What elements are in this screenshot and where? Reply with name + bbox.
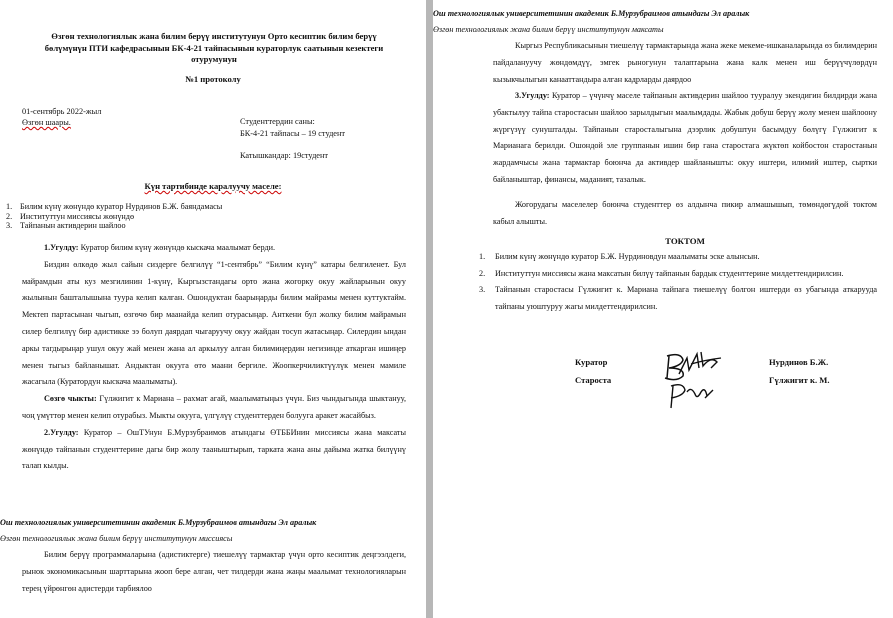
agenda-list — [4, 202, 404, 231]
curator-name: Нурдинов Б.Ж. — [769, 357, 829, 367]
decision-title: ТОКТОМ — [665, 236, 705, 246]
decision-list — [477, 249, 877, 315]
page-gutter — [426, 0, 433, 618]
agreed-paragraph: Жогорудагы маселелер боюнча студенттер өз алдынча пикир алмашышып, төмөндөгүдөй токтом кабыл алышты. — [493, 200, 877, 226]
document-page-right — [433, 0, 893, 618]
agenda-item: 3. Тайпанын активдерин шайлоо — [6, 221, 126, 231]
attended-count: Катышкандар: 19студент — [240, 151, 329, 160]
protocol-number: №1 протоколу — [185, 74, 241, 84]
curator-label: Куратор — [575, 357, 608, 367]
document-page-left — [0, 0, 426, 618]
heard-1: 1.Угулду: Куратор билим күнү жөнүндө кыскача маалымат берди. — [44, 243, 276, 252]
decision-item: 2. Институттун миссиясы жана максатын билүү тайпанын бардык студенттерине милдеттендирилсин. — [479, 268, 844, 278]
decision-item: 3. Тайпанын старостасы Гүлжигит к. Мариана тайпага тиешелүү болгон иштерди өз убагында аткарууда тайпаны уюштуруу жагы милдеттендирилсин. — [479, 285, 877, 311]
protocol-date: 01-сентябрь 2022-жыл — [22, 107, 102, 116]
students-count-value: БК-4-21 тайпасы – 19 студент — [240, 129, 346, 138]
heard-2: 2.Угулду: Куратор – ОшТУнун Б.Мурзубраимов атындагы ӨТББИнин миссиясы жана максаты жөнүндө тайпанын студенттерине дагы бир жолу тааныштырып, тарката жана аны дайыма жатка билүүнү талап кылды. — [22, 427, 406, 471]
agenda-item: 1. Билим күнү жөнүндө куратор Нурдинов Б.Ж. баяндамасы — [6, 202, 223, 211]
body-section — [22, 240, 406, 475]
mission-title: Ош технологиялык университетинин академик Б.Мурзубраимов атындагы Эл аралык Өзгөн технологиялык жана билим берүү институтунун миссиясы — [0, 518, 317, 543]
protocol-header: Өзгөн технологиялык жана билим берүү институтунун Орто кесиптик билим берүү бөлүмүнүн ПТИ кафедрасынын БК-4-21 тайпасынын кураторлук саатынын кезектеги отурумунун — [44, 31, 384, 64]
agenda-item: 2. Институттун миссиясы жөнүндө — [6, 211, 135, 221]
aim-title: Ош технологиялык университетинин академик Б.Мурзубраимов атындагы Эл аралык Өзгөн технологиялык жана билим берүү институтунун максаты — [433, 9, 750, 34]
students-count-label: Студенттердин саны: — [240, 117, 315, 126]
mission-text: Билим берүү программаларына (адистиктерге) тиешелүү тармактар үчүн орто кесиптик деңгээлдеги, рынок экономикасынын шарттарына жооп бере алган, чет тилдерди жана жаңы маалымат технологияларын терең үйрөнгөн адистерди тарбиялоо — [22, 550, 406, 593]
starosta-name: Гүлжигит к. М. — [769, 375, 830, 385]
decision-item: 1. Билим күнү жөнүндө куратор Б.Ж. Нурдиновдун маалыматы эске алынсын. — [479, 252, 760, 261]
agenda-title: Күн тартибинде каралуучу маселе: — [144, 181, 282, 191]
handwritten-signatures — [661, 346, 731, 410]
heard-3: 3.Угулду: Куратор – үчүнчү маселе тайпанын активдерин шайлоо тууралуу экендигин билдирди жана убактылуу тайпа старостасын шайлоо зарылдыгын маалымдады. Жабык добуш берүү жолу менен шайлоону жүргүзүү сунушталды. Тайпанын старосталыгына дээрлик добуштун басымдуу бөлүгү Гүлжигит к Марианага берилди. Ошондой эле группанын ишин бир гана старостага жүктөп койбостон старостанын жардамчысы жана тармактар боюнча да активдер шайланышты: окуу иштери, илимий иштер, сыртки байланыштар, финансы, маданият, тазалык. — [493, 91, 877, 184]
body-paragraph-1: Биздин өлкөдө жыл сайын сиздерге белгилүү “1-сентябрь” “Билим күнү” катары белгиленет. Бул майрамдын аты куз мезгилинин 1-күнү, Кыргызстандагы орто жана жогорку окуу жайларынын окуу жылынын башталышына туура келип калган. Ошондуктан баарыңарды билим майрамы менен куттуктайм. Мектеп партасынан чыгып, өзгөчө бир маанайда келип отурасыңар. Анткени бул жолку билим майрамын силер белгилүү бир адистикке ээ болуп даярдап чыгаруучу окуу жайдан тосуп жатасыңар. Силердин ындан аркы тагдырыңар ушул окуу жай менен жана ал аркылуу алган билимиңердин негизинде аткарган ишиңер менен тыгыз байланышат. Андыктан окууга өтө маани бергиле. Жоопкерчиликтүүлүк менен мамиле жасагыла (Куратордун кыскача маалыматы). — [22, 259, 406, 387]
said-paragraph: Сөзгө чыкты: Гүлжигит к Мариана – рахмат агай, маалыматыңыз үчүн. Биз чындыгында шыктануу, чоң үмүттөр менен келип отурабыз. Мыкты окууга, үлгүлүү студенттерден болууга аракет жасайбыз. — [22, 394, 406, 420]
aim-text: Кыргыз Республикасынын тиешелүү тармактарында жана жеке мекеме-ишканаларында өз билимдерин пайдалануучу жөндөмдүү, эмгек рыногунун талаптарына жана калк менен иш берүүчүлөрдүн кызыкчылыгын канааттандыра алган кадрларды даярдоо — [493, 41, 877, 84]
city-name: Өзгөн шаары. — [22, 118, 71, 127]
starosta-label: Староста — [575, 375, 612, 385]
